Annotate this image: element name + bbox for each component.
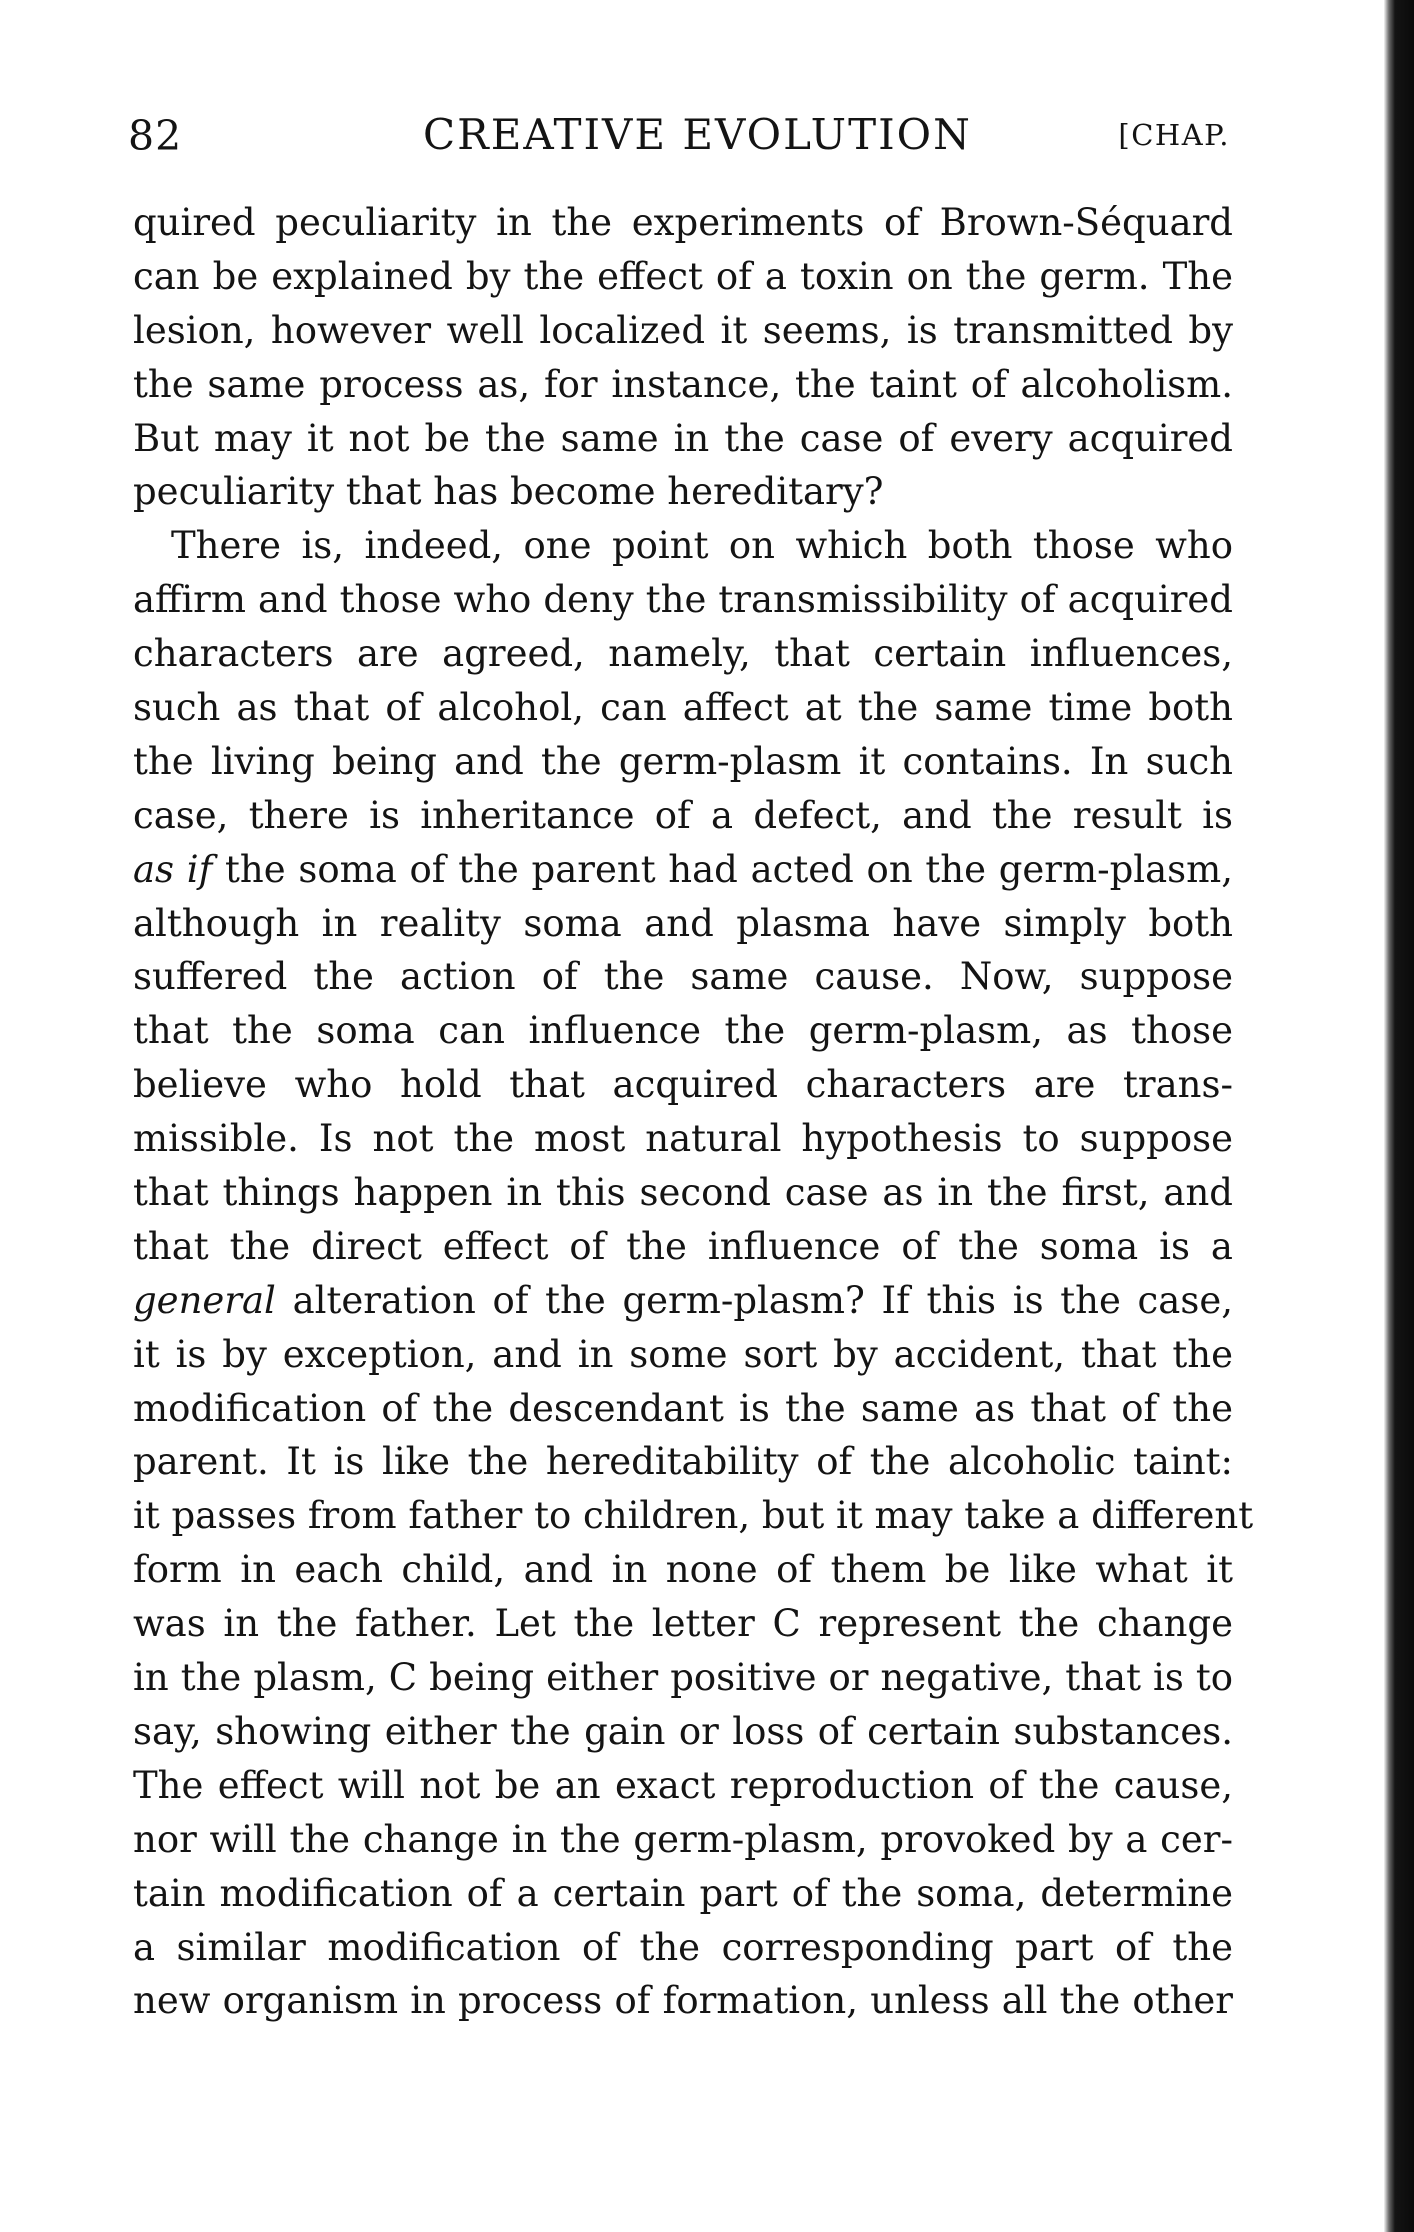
- text-line: that things happen in this second case as in the first, and: [133, 1171, 1233, 1215]
- text-line: can be explained by the effect of a toxin on the germ. The: [133, 254, 1233, 298]
- text-line: quired peculiarity in the experiments of Brown-Séquard: [133, 201, 1233, 244]
- text-line: that the soma can influence the germ-plasm, as those: [133, 1009, 1233, 1053]
- text-line: modification of the descendant is the same as that of the: [133, 1386, 1233, 1430]
- text-line: characters are agreed, namely, that certain influences,: [133, 632, 1233, 676]
- text-line: although in reality soma and plasma have simply both: [133, 901, 1233, 945]
- text-line: that the direct effect of the influence of the soma is a: [133, 1224, 1233, 1268]
- text-line: case, there is inheritance of a defect, and the result is: [133, 793, 1233, 837]
- text-line: say, showing either the gain or loss of certain substances.: [133, 1709, 1233, 1753]
- text-line: missible. Is not the most natural hypothesis to suppose: [133, 1117, 1233, 1161]
- text-line: tain modification of a certain part of the soma, determine: [133, 1871, 1233, 1915]
- text-line: it is by exception, and in some sort by accident, that the: [133, 1332, 1233, 1376]
- line-text: alteration of the germ-plasm? If this is the case,: [275, 1278, 1233, 1322]
- body-text: [133, 196, 1254, 2028]
- text-line: suffered the action of the same cause. Now, suppose: [133, 955, 1233, 999]
- text-line: But may it not be the same in the case of every acquired: [133, 416, 1233, 460]
- scan-edge-shadow: [1384, 0, 1414, 2232]
- text-line: it passes from father to children, but it may take a different: [133, 1494, 1254, 1538]
- running-title: CREATIVE EVOLUTION: [423, 110, 972, 159]
- text-line: parent. It is like the hereditability of the alcoholic taint:: [133, 1440, 1233, 1484]
- chapter-label: [CHAP.: [1118, 118, 1230, 152]
- text-line: The effect will not be an exact reproduction of the cause,: [133, 1763, 1233, 1807]
- text-line: peculiarity that has become hereditary?: [133, 470, 884, 514]
- emphasized-word: as if: [133, 847, 213, 891]
- text-line: affirm and those who deny the transmissibility of acquired: [133, 578, 1233, 622]
- text-line: in the plasm, C being either positive or negative, that is to: [133, 1656, 1233, 1700]
- text-line: new organism in process of formation, unless all the other: [133, 1979, 1233, 2023]
- text-line: the living being and the germ-plasm it contains. In such: [133, 739, 1233, 783]
- emphasized-word: general: [133, 1278, 276, 1322]
- page-header: [128, 104, 1230, 174]
- text-line: the same process as, for instance, the taint of alcoholism.: [133, 362, 1233, 406]
- text-line: believe who hold that acquired characters are trans-: [133, 1063, 1233, 1107]
- text-line: [133, 1274, 1233, 1328]
- line-text: the soma of the parent had acted on the germ-plasm,: [212, 847, 1233, 891]
- page-number: 82: [128, 112, 183, 160]
- text-line: was in the father. Let the letter C represent the change: [133, 1602, 1233, 1646]
- text-line: There is, indeed, one point on which both those who: [171, 524, 1233, 568]
- text-line: a similar modification of the corresponding part of the: [133, 1925, 1233, 1969]
- text-line: such as that of alcohol, can affect at the same time both: [133, 686, 1233, 730]
- text-line: nor will the change in the germ-plasm, provoked by a cer-: [133, 1817, 1233, 1861]
- text-line: [133, 843, 1233, 897]
- text-line: form in each child, and in none of them be like what it: [133, 1548, 1233, 1592]
- text-line: lesion, however well localized it seems, is transmitted by: [133, 308, 1233, 352]
